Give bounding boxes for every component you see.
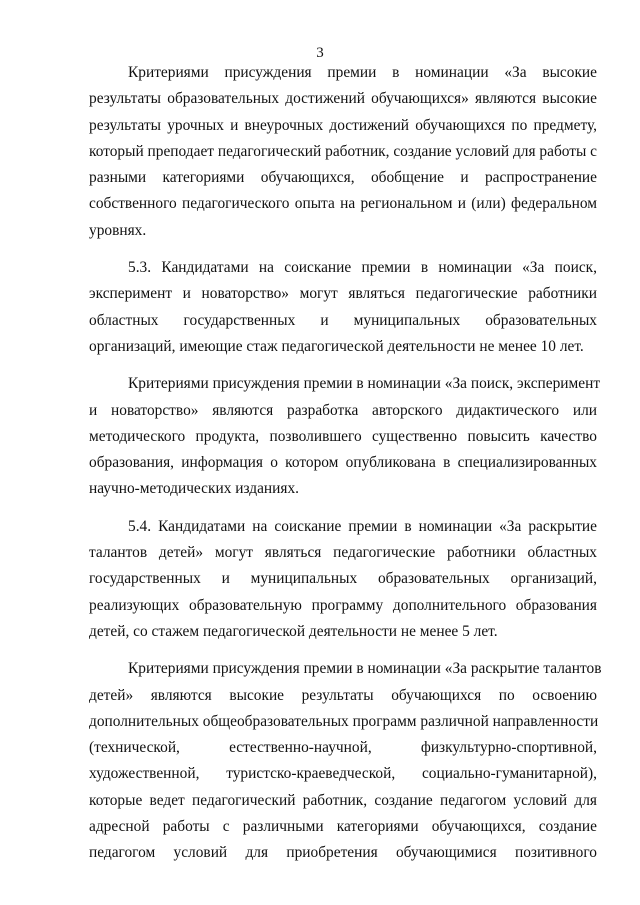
text-line: дополнительных общеобразовательных программ различной направленности — [89, 712, 599, 730]
text-line: организаций, имеющие стаж педагогической деятельности не менее 10 лет. — [89, 337, 584, 355]
text-line: 5.4. Кандидатами на соискание премии в номинации «За раскрытие — [128, 517, 597, 535]
text-line: Критериями присуждения премии в номинации «За поиск, эксперимент — [128, 375, 601, 393]
text-line: разными категориями обучающихся, обобщение и распространение — [89, 169, 597, 187]
text-line: Критериями присуждения премии в номинации «За высокие — [128, 64, 597, 81]
text-line: адресной работы с различными категориями обучающихся, создание — [89, 818, 597, 836]
text-line: которые ведет педагогический работник, создание педагогом условий для — [89, 791, 597, 809]
paragraph-criteria-talents — [89, 656, 602, 866]
document-body — [89, 60, 602, 878]
text-line: государственных и муниципальных образовательных организаций, — [89, 570, 597, 588]
paragraph-criteria-search — [89, 371, 601, 502]
text-line: результаты образовательных достижений обучающихся» являются высокие — [89, 90, 597, 108]
text-line: реализующих образовательную программу дополнительного образования — [89, 596, 597, 614]
page-number: 3 — [316, 45, 324, 61]
text-line: Критериями присуждения премии в номинации «За раскрытие талантов — [128, 660, 602, 678]
text-line: и новаторство» являются разработка авторского дидактического или — [89, 401, 597, 419]
paragraph-section-5-3 — [89, 255, 597, 360]
paragraph-section-5-4 — [89, 514, 597, 645]
text-line: научно-методических изданиях. — [89, 480, 300, 498]
text-line: детей, со стажем педагогической деятельности не менее 5 лет. — [89, 622, 498, 640]
text-line: собственного педагогического опыта на региональном и (или) федеральном — [89, 195, 597, 213]
text-line: эксперимент и новаторство» могут являться педагогические работники — [89, 285, 597, 303]
text-line: уровнях. — [89, 221, 147, 239]
text-line: областных государственных и муниципальных образовательных — [89, 311, 597, 329]
text-line: который преподает педагогический работник, создание условий для работы с — [89, 142, 598, 160]
text-line: художественной, туристско-краеведческой, социально-гуманитарной), — [89, 765, 597, 783]
text-line: результаты урочных и внеурочных достижений обучающихся по предмету, — [89, 116, 597, 134]
text-line: методического продукта, позволившего существенно повысить качество — [89, 427, 597, 445]
text-line: образования, информация о котором опубликована в специализированных — [89, 454, 597, 472]
paragraph-criteria-high-results — [89, 60, 597, 244]
text-line: 5.3. Кандидатами на соискание премии в номинации «За поиск, — [128, 259, 597, 277]
text-line: талантов детей» могут являться педагогические работники областных — [89, 544, 597, 562]
text-line: педагогом условий для приобретения обучающимися позитивного — [89, 844, 597, 862]
text-line: (технической, естественно-научной, физкультурно-спортивной, — [89, 739, 597, 757]
text-line: детей» являются высокие результаты обучающихся по освоению — [89, 686, 597, 704]
